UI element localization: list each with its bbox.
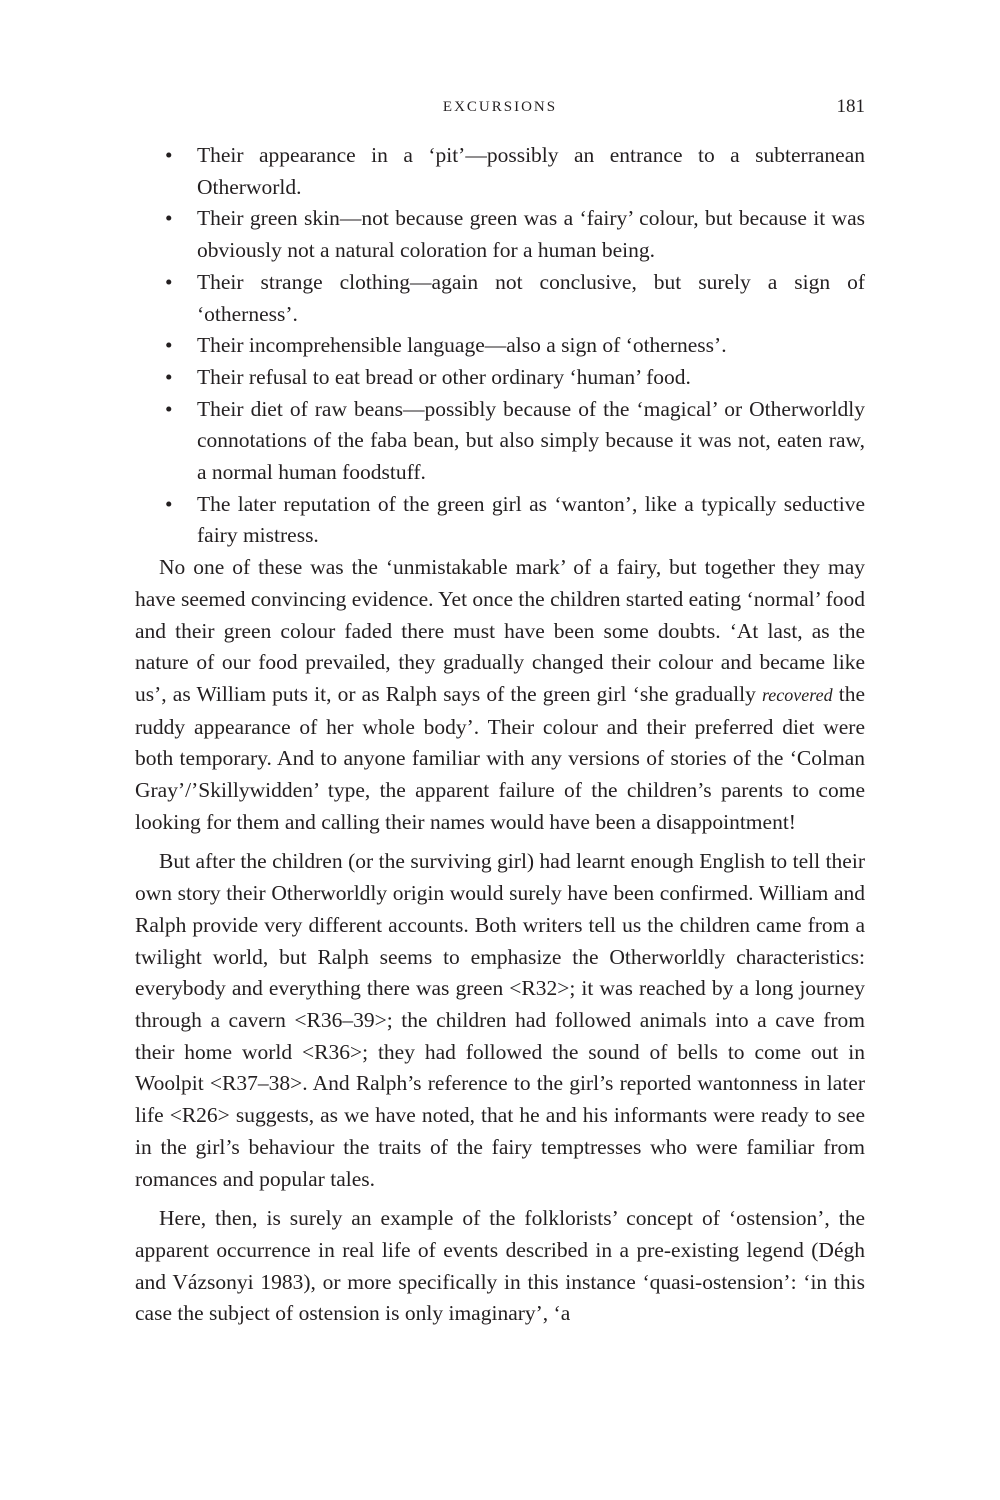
running-head xyxy=(135,96,865,122)
bullet-icon: • xyxy=(165,491,173,516)
list-item-text: The later reputation of the green girl as ‘wanton’, like a typically seductive fairy mistress. xyxy=(197,491,865,548)
paragraph-2: But after the children (or the surviving girl) had learnt enough English to tell their own story their Otherworldly origin would surely have been confirmed. William and Ralph provide very different accounts. Both writers tell us the children came from a twilight world, but Ralph seems to emphasize the Otherworldly characteristics: everybody and everything there was green <R32>; it was reached by a long journey through a cavern <R36–39>; the children had followed animals into a cave from their home world <R36>; they had followed the sound of bells to come out in Woolpit <R37–38>. And Ralph’s reference to the girl’s reported wantonness in later life <R26> suggests, as we have noted, that he and his informants were ready to see in the girl’s behaviour the traits of the fairy temptresses who were familiar from romances and popular tales. xyxy=(135,849,865,1191)
paragraph-1-text-b: the ruddy appearance of her whole body’. Their colour and their preferred diet were both temporary. And to anyone familiar with any versions of stories of the ‘Colman Gray’/’Skillywidden’ type, the apparent failure of the children’s parents to come looking for them and calling their names would have been a disappointment! xyxy=(135,681,866,834)
bullet-icon: • xyxy=(165,269,173,294)
list-item xyxy=(135,489,865,552)
paragraph-1-text-a: No one of these was the ‘unmistakable mark’ of a fairy, but together they may have seemed convincing evidence. Yet once the children started eating ‘normal’ food and their green colour faded there must have been some doubts. ‘At last, as the nature of our food prevailed, they gradually changed their colour and became like us’, as William puts it, or as Ralph says of the green girl ‘she gradually xyxy=(135,555,865,706)
list-item xyxy=(135,362,865,394)
list-item xyxy=(135,203,865,266)
list-item-text: Their refusal to eat bread or other ordinary ‘human’ food. xyxy=(197,364,691,389)
bullet-list xyxy=(135,140,865,552)
list-item-text: Their diet of raw beans—possibly because of the ‘magical’ or Otherworldly connotations of the faba bean, but also simply because it was not, eaten raw, a normal human foodstuff. xyxy=(197,396,865,485)
paragraph-1-italic: recovered xyxy=(761,684,833,705)
list-item-text: Their green skin—not because green was a ‘fairy’ colour, but because it was obviously not a natural coloration for a human being. xyxy=(197,206,865,263)
bullet-icon: • xyxy=(165,396,173,421)
list-item-text: Their incomprehensible language—also a sign of ‘otherness’. xyxy=(197,333,727,358)
bullet-icon: • xyxy=(165,364,173,389)
paragraph-3: Here, then, is surely an example of the folklorists’ concept of ‘ostension’, the apparent occurrence in real life of events described in a pre-existing legend (Dégh and Vázsonyi 1983), or more specifically in this instance ‘quasi-ostension’: ‘in this case the subject of ostension is only imaginary’, ‘a xyxy=(135,1206,865,1326)
page-number: 181 xyxy=(836,96,865,117)
body-text xyxy=(135,140,865,1330)
list-item xyxy=(135,267,865,330)
list-item xyxy=(135,394,865,489)
list-item-text: Their appearance in a ‘pit’—possibly an entrance to a subterranean Otherworld. xyxy=(197,143,865,199)
list-item xyxy=(135,330,865,362)
bullet-icon: • xyxy=(165,143,173,167)
list-item xyxy=(135,140,865,203)
running-title: EXCURSIONS xyxy=(442,99,558,115)
bullet-icon: • xyxy=(165,333,173,358)
list-item-text: Their strange clothing—again not conclusive, but surely a sign of ‘otherness’. xyxy=(197,269,865,326)
paragraph-1 xyxy=(135,552,865,838)
bullet-icon: • xyxy=(165,206,173,231)
